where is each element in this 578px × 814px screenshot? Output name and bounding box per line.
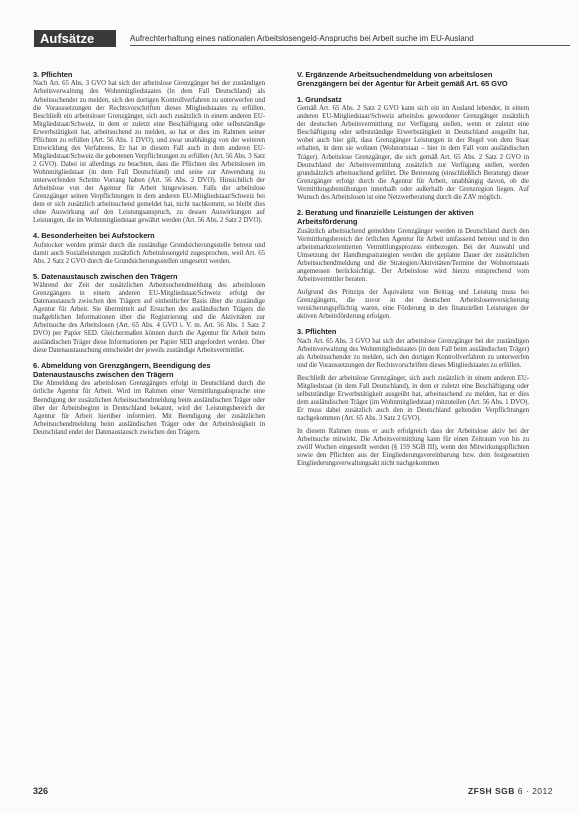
body-paragraph: Zusätzlich arbeitsuchend gemeldete Grenzgänger werden in Deutschland durch den Vermittlungsbereich der örtlichen Agentur für Arbeit umfassend betreut und in den arbeitsmarktorientierten Vermittlungsprozess einbezogen. Bei der Auswahl und Umsetzung der Handlungsstrategien werden die geplante Dauer der zusätzlichen Arbeitsuchendmeldung und die Strategien/Aktivitäten/Termine der Wohnortstaats angemessen berücksichtigt. Der Arbeitslose wird hierzu entsprechend vom Arbeitsvermittler beraten. <box>297 227 529 283</box>
section <box>297 327 529 468</box>
section <box>33 361 265 437</box>
section <box>33 231 265 266</box>
section-tag: Aufsätze <box>34 30 116 47</box>
page-footer <box>33 786 553 798</box>
body-paragraph: Aufgrund des Prinzips der Äquivalenz von Beitrag und Leistung muss bei Grenzgängern, die zuvor in der deutschen Arbeitslosenversicherung versicherungspflichtig waren, eine Förderung in den finanziellen Leistungen der aktiven Arbeitsförderung erfolgen. <box>297 288 529 321</box>
journal-name: ZFSH SGB <box>467 786 515 796</box>
left-column <box>33 70 265 443</box>
page-number: 326 <box>33 786 49 796</box>
page-header <box>34 30 570 47</box>
section-heading: 3. Pflichten <box>33 70 73 79</box>
section-heading: V. Ergänzende Arbeitsuchendmeldung von arbeitslosen Grenzgängern bei der Agentur für Arbeit gemäß Art. 65 GVO <box>297 70 508 89</box>
section <box>297 95 529 202</box>
running-title: Aufrechterhaltung eines nationalen Arbeitslosengeld-Anspruchs bei Arbeit suche im EU-Ausland <box>130 32 570 46</box>
section <box>33 272 265 355</box>
section <box>33 70 265 225</box>
section <box>297 70 529 89</box>
body-paragraph: Beschließt der arbeitslose Grenzgänger, sich auch zusätzlich in einem anderen EU-Mitgliedstaat (in dem Fall Deutschland), in dem er zuletzt eine Beschäftigung oder selbstständige Erwerbstätigkeit ausgeübt hat, arbeitsuchend zu melden, hat er dies dem ausländischen Träger (im Wohnmitgliedstaat) mitzuteilen (Art. 56 Abs. 1 DVO). Er muss dabei zusätzlich auch den in Deutschland geltenden Verpflichtungen nachgekommen (Art. 65 Abs. 3 Satz 2 GVO). <box>297 374 529 422</box>
section <box>297 208 529 321</box>
body-paragraph: Die Abmeldung des arbeitslosen Grenzgängers erfolgt in Deutschland durch die örtliche Agentur für Arbeit. Wird im Rahmen einer Vermittlungsabsprache eine Beendigung der zusätzlichen Arbeitsuchendmeldung beim ausländischen Träger oder über der Arbeitsbeginn in Deutschland bekannt, wird der Leistungsbereich der Agentur für Arbeit hierüber informiert. Mit Beendigung der zusätzlichen Arbeitsuchendmeldung beim ausländischen Träger oder der Arbeitslosigkeit in Deutschland endet der Datenaustausch zwischen den Trägern. <box>33 380 265 436</box>
section-heading: 4. Besonderheiten bei Aufstockern <box>33 231 155 241</box>
section-heading: 1. Grundsatz <box>297 94 342 104</box>
body-paragraph: Nach Art. 65 Abs. 3 GVO hat sich der arbeitslose Grenzgänger bei der zuständigen Arbeitsverwaltung des Wohnmitgliedstaates (in dem Fall Deutschland) als Arbeitsuchender zu melden, sich den dortigen Kontrollverfahren zu unterwerfen und die Voraussetzungen der Rechtsvorschriften dieses Mitgliedstaates zu erfüllen. Beschließt ein arbeitsloser Grenzgänger, sich auch zusätzlich in einem anderen EU-Mitgliedstaat/Schweiz, in dem er zuletzt eine Beschäftigung oder selbstständige Erwerbstätigkeit hat, arbeitsuchend zu melden, so hat er dies im Rahmen seiner Pflichten zu erfüllen (Art. 56 Abs. 1 DVO), und zwar unabhängig von der weiteren Entwicklung des Verfahrens. Er hat in diesem Fall auch in dem anderen EU-Mitgliedstaat/Schweiz die gebotenen Verpflichtungen zu erfüllen (Art. 56 Abs. 3 Satz 2 GVO). Dabei ist allerdings zu beachten, dass die Pflichten des Arbeitslosen im Wohnmitgliedstaat (in dem Fall Deutschland) und seine zur Anwendung zu unterwerfenden Schritte Vorrang haben (Art. 56 Abs. 2 DVO). Hinsichtlich der Arbeitslose von der Agentur für Arbeit hingewiesen. Falls der arbeitslose Grenzgänger seinen Verpflichtungen in dem anderen EU-Mitgliedstaat/Schweiz bei dem er sich zusätzlich arbeitsuchend gemeldet hat, nicht nachkommt, so bleibt dies ohne Auswirkung auf den Leistungsanspruch, zu dessen Auswirkungen auf Leistungen, die im Wohnmitgliedstaat gewährt werden (Art. 56 Abs. 2 Satz 2 DVO). <box>33 80 265 225</box>
section-heading: 2. Beratung und finanzielle Leistungen der aktiven Arbeitsförderung <box>297 207 474 227</box>
body-paragraph: Gemäß Art. 65 Abs. 2 Satz 2 GVO kann sich ein im Ausland lebender, in einem anderen EU-Mitgliedstaat/Schweiz arbeitslos gewordener Grenzgänger zusätzlich der deutschen Arbeitsvermittlung zur Verfügung stellen, wenn er zuletzt eine Beschäftigung oder selbstständige Erwerbstätigkeit in Deutschland ausgeübt hat, wobei auch hier gilt, dass Grenzgänger Leistungen in der Regel von dem Staat erhalten, in dem sie wohnen (Wohnortstaat – hier in dem Fall vom ausländischen Träger). Arbeitslose Grenzgänger, die sich gemäß Art. 65 Abs. 2 Satz 2 GVO in Deutschland der Arbeitsvermittlung zusätzlich zur Verfügung stellen, werden grundsätzlich arbeitsuchend geführt. Die Betreuung (einschließlich Beratung) dieser Grenzgänger erfolgt durch die Agentur für Arbeit, unabhängig davon, ob die Vermittlungsbemühungen innerhalb oder außerhalb der Grenzregion liegen. Auf Wunsch des Arbeitslosen ist eine Netzwerberatung durch die ZAV möglich. <box>297 105 529 201</box>
right-column <box>297 70 529 474</box>
body-paragraph: Während der Zeit der zusätzlichen Arbeitsuchendmeldung des arbeitslosen Grenzgängers in einem anderen EU-Mitgliedstaat/Schweiz erfolgt der Datenaustausch zwischen den Trägern auf einheitlicher Basis über die zuständige Agentur für Arbeit. Sie übermittelt auf Ersuchen des ausländischen Trägers die maßgeblichen Informationen über die Registrierung und die Aktivitäten zur Arbeitsuche des Arbeitslosen (Art. 65 Abs. 4 GVO i. V. m. Art. 56 Abs. 1 Satz 2 DVO) per Papier SED. Gleichermaßen können durch die Agentur für Arbeit beim ausländischen Träger diese Informationen per Papier SED angefordert werden. Über diese Datenaustauschung entscheidet der jeweils zuständige Arbeitsvermittler. <box>33 282 265 354</box>
body-paragraph: Aufstocker werden primär durch die zuständige Grundsicherungsstelle betreut und damit auch Sozialleistungen zusätzlich Arbeitslosengeld zugesprochen, weil Art. 65 Abs. 2 Satz 2 GVO durch die Grundsicherungsstellen umgesetzt werden. <box>33 241 265 265</box>
journal-reference <box>468 786 553 796</box>
section-heading: 5. Datenaustausch zwischen den Trägern <box>33 271 178 281</box>
journal-issue: 6 · 2012 <box>517 786 553 796</box>
body-paragraph: Nach Art. 65 Abs. 3 GVO hat sich der arbeitslose Grenzgänger bei der zuständigen Arbeitsverwaltung des Wohnmitgliedstaates (in dem Fall beim ausländischen Träger) als Arbeitsuchender zu melden, sich den dortigen Kontrollverfahren zu unterwerfen und die Voraussetzungen der Rechtsvorschriften dieses Mitgliedstaates zu erfüllen. <box>297 337 529 369</box>
section-heading: 6. Abmeldung von Grenzgängern, Beendigung des Datenaustauschs zwischen den Trägern <box>33 360 211 380</box>
body-paragraph: In diesem Rahmen muss er auch erfolgreich dass der Arbeitslose aktiv bei der Arbeitsuche mitwirkt. Die Arbeitsvermittlung kann für einen Zeitraum von bis zu zwölf Wochen eingestellt werden (§ 159 SGB III), wenn den Mitwirkungspflichten sowie den Pflichten aus der Eingliederungsvereinbarung bzw. dem festgesetzten Eingliederungsverwaltungsakt nicht nachgekommen <box>297 427 529 468</box>
section-heading: 3. Pflichten <box>297 327 337 337</box>
